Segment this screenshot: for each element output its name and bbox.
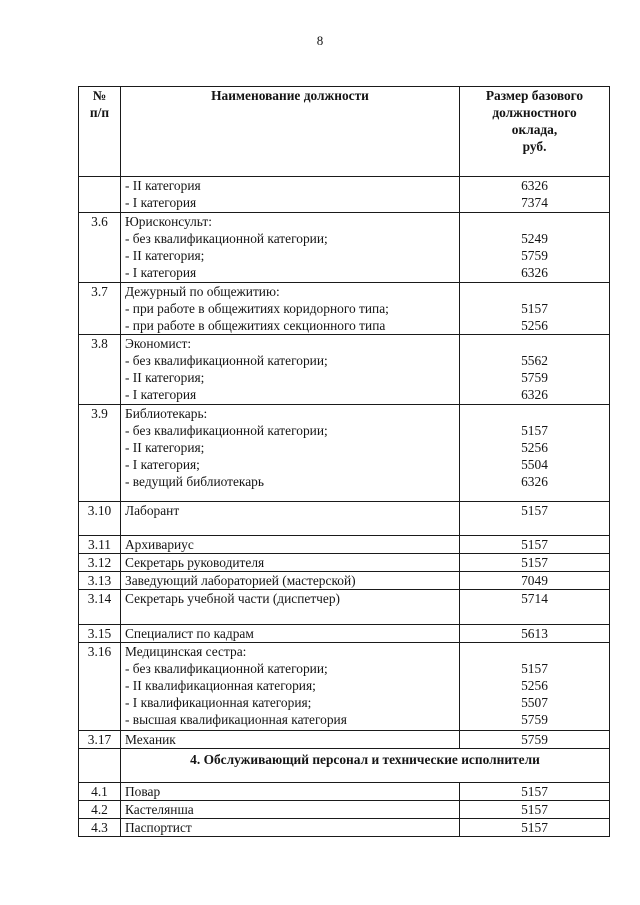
salary-value <box>460 590 610 625</box>
table-header <box>79 87 610 177</box>
row-number: 4.1 <box>79 783 121 801</box>
position-name-line: - без квалификационной категории; <box>125 231 328 246</box>
position-name-line: Заведующий лабораторией (мастерской) <box>125 573 356 588</box>
salary-blank <box>464 283 605 300</box>
header-number-line: № <box>92 88 107 103</box>
salary-line: 5759 <box>521 712 548 727</box>
salary-value <box>460 783 610 801</box>
position-name <box>121 554 460 572</box>
position-name <box>121 405 460 502</box>
header-salary-line: руб. <box>522 139 547 154</box>
salary-line: 6326 <box>521 387 548 402</box>
salary-value <box>460 731 610 749</box>
row-number: 3.14 <box>79 590 121 625</box>
position-name-line: - II квалификационная категория; <box>125 678 316 693</box>
table-row <box>79 590 610 625</box>
table-row <box>79 213 610 283</box>
position-name <box>121 643 460 731</box>
table-body <box>79 177 610 837</box>
row-number: 3.10 <box>79 502 121 536</box>
salary-line: 5256 <box>521 678 548 693</box>
row-number: 3.7 <box>79 283 121 335</box>
salary-blank <box>464 335 605 352</box>
table-row <box>79 819 610 837</box>
position-name-line: - при работе в общежитиях секционного типа <box>125 318 386 333</box>
header-position-name: Наименование должности <box>121 87 460 177</box>
position-name <box>121 783 460 801</box>
position-name-line: Дежурный по общежитию: <box>125 284 280 299</box>
salary-value <box>460 572 610 590</box>
salary-value <box>460 643 610 731</box>
salary-line: 5714 <box>521 591 548 606</box>
salary-value <box>460 177 610 213</box>
position-name <box>121 590 460 625</box>
table-row <box>79 625 610 643</box>
salary-value <box>460 335 610 405</box>
page-number: 8 <box>316 33 324 48</box>
salary-line: 5256 <box>521 318 548 333</box>
salary-value <box>460 283 610 335</box>
position-name-line: - I категория <box>125 265 197 280</box>
position-name-line: Экономист: <box>125 336 192 351</box>
header-number <box>79 87 121 177</box>
section-title: 4. Обслуживающий персонал и технические исполнители <box>121 749 610 783</box>
salary-blank <box>464 643 605 660</box>
salary-table <box>78 86 610 837</box>
salary-line: 7374 <box>521 195 548 210</box>
salary-value <box>460 405 610 502</box>
salary-line: 5157 <box>521 423 548 438</box>
header-number-line: п/п <box>89 105 110 120</box>
row-number: 3.11 <box>79 536 121 554</box>
position-name-line: Секретарь учебной части (диспетчер) <box>125 591 341 606</box>
salary-line: 5256 <box>521 440 548 455</box>
position-name <box>121 502 460 536</box>
row-number: 3.15 <box>79 625 121 643</box>
row-number: 4.3 <box>79 819 121 837</box>
position-name <box>121 819 460 837</box>
salary-line: 5507 <box>521 695 548 710</box>
position-name-line: - I категория <box>125 195 197 210</box>
table-row <box>79 335 610 405</box>
position-name-line: - без квалификационной категории; <box>125 661 328 676</box>
position-name-line: - без квалификационной категории; <box>125 353 328 368</box>
salary-line: 5157 <box>521 503 548 518</box>
salary-blank <box>464 405 605 422</box>
position-name-line: Механик <box>125 732 176 747</box>
position-name-line: - высшая квалификационная категория <box>125 712 347 727</box>
position-name <box>121 731 460 749</box>
row-number: 3.9 <box>79 405 121 502</box>
salary-line: 5157 <box>521 802 548 817</box>
row-number: 4.2 <box>79 801 121 819</box>
table-row <box>79 405 610 502</box>
salary-value <box>460 536 610 554</box>
row-number <box>79 177 121 213</box>
position-name-line: Специалист по кадрам <box>125 626 254 641</box>
salary-line: 5157 <box>521 784 548 799</box>
position-name-line: - I категория; <box>125 457 200 472</box>
table-row <box>79 177 610 213</box>
table-row <box>79 643 610 731</box>
table-row <box>79 283 610 335</box>
position-name-line: - II категория; <box>125 248 205 263</box>
position-name <box>121 572 460 590</box>
row-number: 3.6 <box>79 213 121 283</box>
position-name <box>121 625 460 643</box>
position-name-line: Секретарь руководителя <box>125 555 265 570</box>
salary-line: 5249 <box>521 231 548 246</box>
header-salary-line: оклада, <box>511 122 558 137</box>
salary-line: 5562 <box>521 353 548 368</box>
position-name-line: Архивариус <box>125 537 194 552</box>
salary-value <box>460 625 610 643</box>
row-number: 3.13 <box>79 572 121 590</box>
position-name <box>121 283 460 335</box>
table-row <box>79 801 610 819</box>
table-row <box>79 536 610 554</box>
position-name <box>121 536 460 554</box>
salary-value <box>460 213 610 283</box>
salary-line: 6326 <box>521 178 548 193</box>
salary-value <box>460 819 610 837</box>
position-name-line: - при работе в общежитиях коридорного типа; <box>125 301 389 316</box>
salary-line: 5759 <box>521 732 548 747</box>
table-row <box>79 502 610 536</box>
position-name-line: Лаборант <box>125 503 180 518</box>
position-name-line: Медицинская сестра: <box>125 644 247 659</box>
row-number: 3.16 <box>79 643 121 731</box>
row-number: 3.8 <box>79 335 121 405</box>
position-name-line: - II категория <box>125 178 201 193</box>
header-salary-line: Размер базового <box>485 88 584 103</box>
salary-line: 5759 <box>521 248 548 263</box>
header-salary-line: должностного <box>492 105 577 120</box>
salary-line: 7049 <box>521 573 548 588</box>
position-name-line: - II категория; <box>125 370 205 385</box>
position-name-line: - ведущий библиотекарь <box>125 474 264 489</box>
position-name <box>121 177 460 213</box>
position-name-line: - без квалификационной категории; <box>125 423 328 438</box>
position-name <box>121 213 460 283</box>
header-salary <box>460 87 610 177</box>
table-row <box>79 554 610 572</box>
salary-value <box>460 502 610 536</box>
row-number <box>79 749 121 783</box>
position-name-line: Кастелянша <box>125 802 194 817</box>
table-row <box>79 783 610 801</box>
salary-line: 5157 <box>521 301 548 316</box>
position-name <box>121 801 460 819</box>
table-row <box>79 572 610 590</box>
salary-line: 5157 <box>521 661 548 676</box>
salary-line: 5759 <box>521 370 548 385</box>
position-name-line: - I квалификационная категория; <box>125 695 312 710</box>
position-name-line: - II категория; <box>125 440 205 455</box>
row-number: 3.17 <box>79 731 121 749</box>
position-name-line: Юрисконсульт: <box>125 214 212 229</box>
position-name-line: Повар <box>125 784 161 799</box>
salary-line: 6326 <box>521 265 548 280</box>
position-name-line: - I категория <box>125 387 197 402</box>
position-name <box>121 335 460 405</box>
position-name-line: Паспортист <box>125 820 192 835</box>
salary-line: 5613 <box>521 626 548 641</box>
salary-line: 6326 <box>521 474 548 489</box>
salary-line: 5157 <box>521 555 548 570</box>
salary-line: 5157 <box>521 537 548 552</box>
section-row <box>79 749 610 783</box>
row-number: 3.12 <box>79 554 121 572</box>
table-row <box>79 731 610 749</box>
salary-blank <box>464 213 605 230</box>
salary-value <box>460 554 610 572</box>
salary-line: 5157 <box>521 820 548 835</box>
position-name-line: Библиотекарь: <box>125 406 208 421</box>
salary-value <box>460 801 610 819</box>
salary-line: 5504 <box>521 457 548 472</box>
